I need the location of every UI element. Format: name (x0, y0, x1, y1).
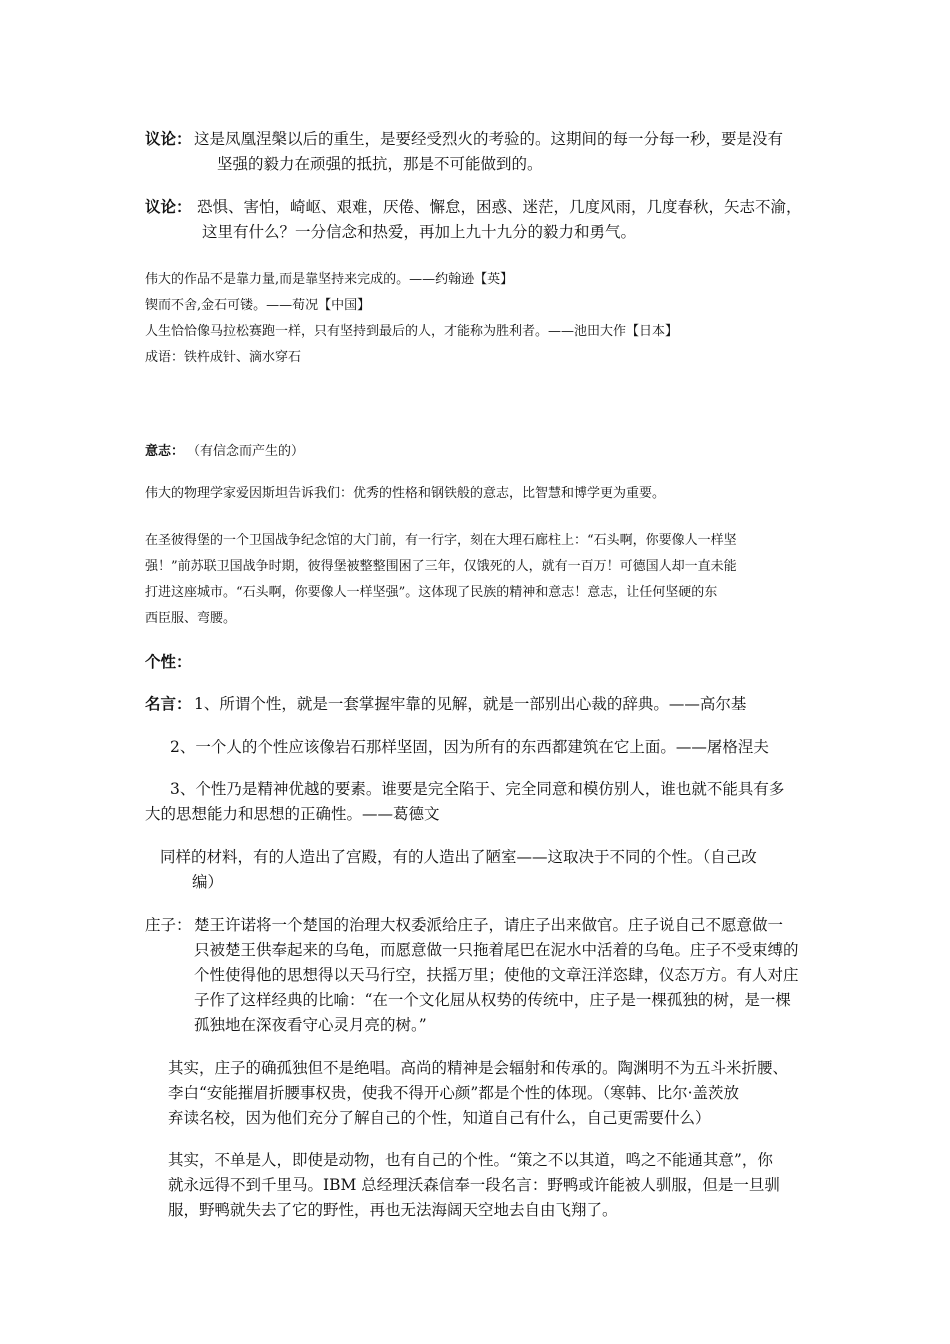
palace-line: 同样的材料，有的人造出了宫殿，有的人造出了陋室——这取决于不同的个性。（自己改 (160, 848, 757, 866)
quote-line: 锲而不舍,金石可镂。——荀况【中国】 (145, 298, 371, 313)
zhuangzi-line: 只被楚王供奉起来的乌龟，而愿意做一只拖着尾巴在泥水中活着的乌龟。庄子不受束缚的 (194, 941, 799, 959)
personality-heading: 个性： (145, 653, 192, 671)
will-heading: 意志： (145, 444, 185, 459)
zhuangzi-line: 子作了这样经典的比喻：“在一个文化屈从权势的传统中，庄子是一棵孤独的树，是一棵 (194, 991, 791, 1009)
discussion-label: 议论： (145, 198, 192, 216)
indeed-line: 弃读名校，因为他们充分了解自己的个性，知道自己有什么，自己更需要什么） (168, 1109, 711, 1127)
indeed-line: 服，野鸭就失去了它的野性，再也无法海阔天空地去自由飞翔了。 (168, 1201, 618, 1219)
zhuangzi-line: 个性使得他的思想得以天马行空，扶摇万里；使他的文章汪洋恣肆，仪态万方。有人对庄 (194, 966, 799, 984)
quote-line: 伟大的作品不是靠力量,而是靠坚持来完成的。——约翰逊【英】 (145, 272, 514, 287)
saying-line: 1、所谓个性，就是一套掌握牢靠的见解，就是一部别出心裁的辞典。——高尔基 (194, 695, 747, 713)
indeed-line: 其实，庄子的确孤独但不是绝唱。高尚的精神是会辐射和传承的。陶渊明不为五斗米折腰、 (168, 1059, 789, 1077)
zhuangzi-label: 庄子： (145, 916, 192, 934)
palace-line: 编） (192, 873, 224, 891)
quote-line: 人生恰恰像马拉松赛跑一样，只有坚持到最后的人，才能称为胜利者。——池田大作【日本】 (145, 324, 679, 339)
indeed-line: 李白“安能摧眉折腰事权贵，使我不得开心颜”都是个性的体现。（寒韩、比尔·盖茨放 (168, 1084, 740, 1102)
einstein-quote: 伟大的物理学家爱因斯坦告诉我们：优秀的性格和钢铁般的意志，比智慧和博学更为重要。 (145, 486, 666, 501)
idiom-line: 成语：铁杵成针、滴水穿石 (145, 350, 302, 365)
story-line: 西臣服、弯腰。 (145, 611, 237, 626)
discussion-text-line: 坚强的毅力在顽强的抵抗，那是不可能做到的。 (217, 155, 543, 173)
discussion-text-line: 恐惧、害怕，崎岖、艰难，厌倦、懈怠，困惑、迷茫，几度风雨，几度春秋，矢志不渝， (197, 198, 802, 216)
indeed-line: 其实，不单是人，即使是动物，也有自己的个性。“策之不以其道，鸣之不能通其意”，你 (168, 1151, 773, 1169)
discussion-label: 议论： (145, 130, 192, 148)
saying-line: 3、个性乃是精神优越的要素。谁要是完全陷于、完全同意和模仿别人，谁也就不能具有多 (170, 780, 785, 798)
story-line: 在圣彼得堡的一个卫国战争纪念馆的大门前，有一行字，刻在大理石廊柱上：“石头啊，你要像人一样坚 (145, 533, 737, 548)
famous-sayings-label: 名言： (145, 695, 192, 713)
discussion-text-line: 这里有什么？一分信念和热爱，再加上九十九分的毅力和勇气。 (202, 223, 637, 241)
zhuangzi-line: 楚王许诺将一个楚国的治理大权委派给庄子，请庄子出来做官。庄子说自己不愿意做一 (194, 916, 784, 934)
story-line: 强！”前苏联卫国战争时期，彼得堡被整整围困了三年，仅饿死的人，就有一百万！可德国人却一直未能 (145, 559, 737, 574)
will-note: （有信念而产生的） (187, 444, 305, 459)
saying-line: 2、一个人的个性应该像岩石那样坚固，因为所有的东西都建筑在它上面。——屠格涅夫 (170, 738, 769, 756)
story-line: 打进这座城市。“石头啊，你要像人一样坚强”。这体现了民族的精神和意志！意志，让任何坚硬的东 (145, 585, 718, 600)
discussion-text-line: 这是凤凰涅槃以后的重生，是要经受烈火的考验的。这期间的每一分每一秒，要是没有 (194, 130, 784, 148)
zhuangzi-line: 孤独地在深夜看守心灵月亮的树。” (194, 1016, 427, 1034)
saying-line: 大的思想能力和思想的正确性。——葛德文 (145, 805, 440, 823)
indeed-line: 就永远得不到千里马。IBM 总经理沃森信奉一段名言：野鸭或许能被人驯服，但是一旦驯 (168, 1176, 780, 1194)
